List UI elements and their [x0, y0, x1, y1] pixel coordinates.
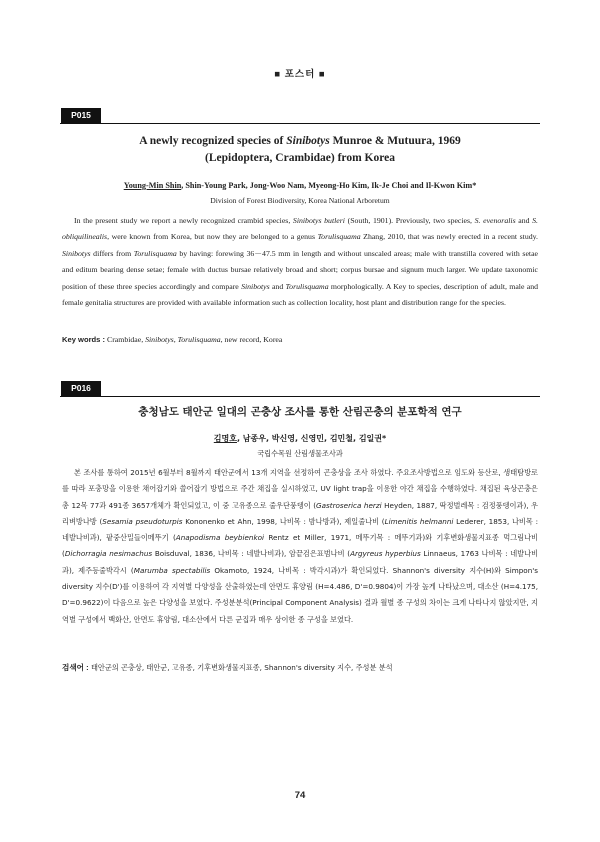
text-run: (South, 1901). Previously, two species, [344, 216, 475, 225]
species-name: Torulisquama [177, 335, 221, 344]
species-name: Torulisquama [317, 232, 361, 242]
abstract [62, 213, 538, 311]
species-name: Gastroserica herzi [316, 500, 382, 510]
keywords [62, 333, 538, 346]
title-text: Munroe & Mutuura, 1969 [329, 135, 461, 147]
text-run: Okamoto, 1924, 나비목 : 박각시과)가 확인되었다. Shannon's diversity 지수(H)와 Simpon's diversity 지수(D')를 이용하여 각 지역별 다양성을 산출하였는데 안면도 휴양림 (H=4.486, D'=0.9804)이 가장 높게 나타났으며, 대소산 (H=4.175, D'=0.9622)이 다음으로 높은 다양성을 보였다. 주성분분석(Principal Component Analysis) 결과 월별 종 구성의 차이는 크게 나타나지 않았지만, 지역별 구성에서 백화산, 안면도 휴양림, 대소산에서 다른 군집과 매우 상이한 종 구성을 보였다. [62, 565, 538, 624]
keywords-label: Key words : [62, 335, 106, 344]
species-name: Sinibotys butleri [292, 216, 345, 225]
abstract [62, 465, 538, 628]
species-name: Dichorragia nesimachus [64, 549, 153, 559]
species-name: Sinibotys [241, 281, 270, 291]
text-run: and [515, 216, 533, 225]
species-name: Anapodisma beybienkoi [175, 533, 265, 543]
keywords-list [89, 663, 393, 672]
species-name: Torulisquama [133, 248, 177, 258]
text-run: Boisduval, 1836, 나비목 : 네발나비과), 암끝검은표범나비 ( [152, 549, 351, 559]
text-run: Linnaeus, 1763 나비목 : 네발나비과), 제주등줄박각시 ( [62, 549, 539, 575]
keywords-list [105, 335, 282, 344]
text-run: , were known from Korea, but now they are belonged to a genus [107, 232, 318, 242]
species-name: Limenitis helmanni [384, 516, 454, 526]
text-run: Lederer, 1853, 나비목 : 네발나비과), 팥중산밀들이메뚜기 ( [62, 516, 538, 543]
title-genus: Sinibotys [286, 135, 330, 147]
species-name: Sesamia pseudoturpis [102, 516, 183, 526]
poster-id-badge: P016 [61, 381, 101, 396]
affiliation: Division of Forest Biodiversity, Korea National Arboretum [210, 196, 390, 205]
coauthors: , 남종우, 박신영, 신영민, 김민철, 김일권* [236, 434, 387, 443]
species-name: Marumba spectabilis [133, 565, 211, 575]
text-run: 태안군의 곤충상, 태안군, 고유종, 기후변화생물지표종, Shannon's diversity 지수, 주성분 분석 [88, 663, 393, 672]
text-run: Heyden, 1887, 딱정벌레목 : 검정풍뎅이과), 우리벼방나방 ( [62, 500, 538, 526]
keywords [62, 661, 538, 674]
keywords-label: 검색어 : [62, 663, 89, 672]
poster-id-badge: P015 [61, 108, 101, 123]
text-run: , [173, 335, 178, 344]
title-line-2: (Lepidoptera, Crambidae) from Korea [205, 152, 395, 164]
affiliation: 국립수목원 산림생물조사과 [257, 449, 343, 458]
text-run: differs from [90, 248, 134, 258]
text-run: In the present study we report a newly recognized crambid species, [74, 216, 293, 225]
author-list [60, 180, 540, 192]
text-run: morphologically. A Key to species, description of adult, male and female genitalia structures are provided with available information such as collection locality, host plant and distribution range for the species. [62, 281, 538, 308]
section-header: ■ 포스터 ■ [274, 69, 326, 80]
presenting-author: 김명호 [213, 434, 237, 443]
text-run: Rentz et Miller, 1971, 메뚜기목 : 메뚜기과)와 기후변화생물지표종 먹그림나비 ( [62, 533, 538, 559]
species-name: Sinibotys [62, 248, 91, 258]
text-run: Zhang, 2010, that was newly erected in a recent study. [360, 232, 538, 242]
text-run: and [269, 281, 286, 291]
text-run: , new record, Korea [220, 335, 283, 344]
title-text: A newly recognized species of [139, 135, 287, 147]
poster-title: 충청남도 태안군 일대의 곤충상 조사를 통한 산림곤충의 분포학적 연구 [138, 406, 462, 418]
text-run: 본 조사를 통하여 2015년 6월부터 8월까지 태안군에서 13개 지역을 선정하여 곤충상을 조사 하였다. 주요조사방법으로 임도와 등산로, 생태탐방로를 따라 포충망을 이용한 채어잡기와 쓸어잡기 방법으로 주간 채집을 실시하였고, UV light trap을 이용한 야간 채집을 수행하였다. 채집된 육상곤충은 총 12목 77과 491종 3657개체가 확인되었고, 이 중 고유종으로 줄우단풍뎅이 ( [62, 468, 538, 510]
species-name: S. obliquilinealis [62, 216, 539, 242]
presenting-author: Young-Min Shin [123, 181, 182, 190]
section-rule [60, 123, 540, 124]
text-run: Kononenko et Ahn, 1998, 나비목 : 밤나방과), 제일줄나비 ( [182, 516, 385, 526]
title-line-1 [60, 133, 540, 150]
species-name: Argyreus hyperbius [350, 549, 421, 559]
author-list [60, 433, 540, 445]
poster-title [60, 133, 540, 167]
text-run: by having: forewing 36－47.5 mm in length and without unscaled areas; male with transtilla covered with setae and editum bearing dense setae; female with ductus bursae relatively broad and short; corpus bursae and signum much larger. We update taxonomic position of these three species accordingly and compare [62, 248, 538, 291]
page-number: 74 [294, 790, 306, 801]
section-rule [60, 396, 540, 397]
text-run: Crambidae, [105, 335, 146, 344]
species-name: Torulisquama [285, 281, 329, 291]
species-name: Sinibotys [145, 335, 174, 344]
species-name: S. evenoralis [474, 216, 516, 225]
coauthors: , Shin-Young Park, Jong-Woo Nam, Myeong-Ho Kim, Ik-Je Choi and Il-Kwon Kim* [181, 181, 477, 190]
